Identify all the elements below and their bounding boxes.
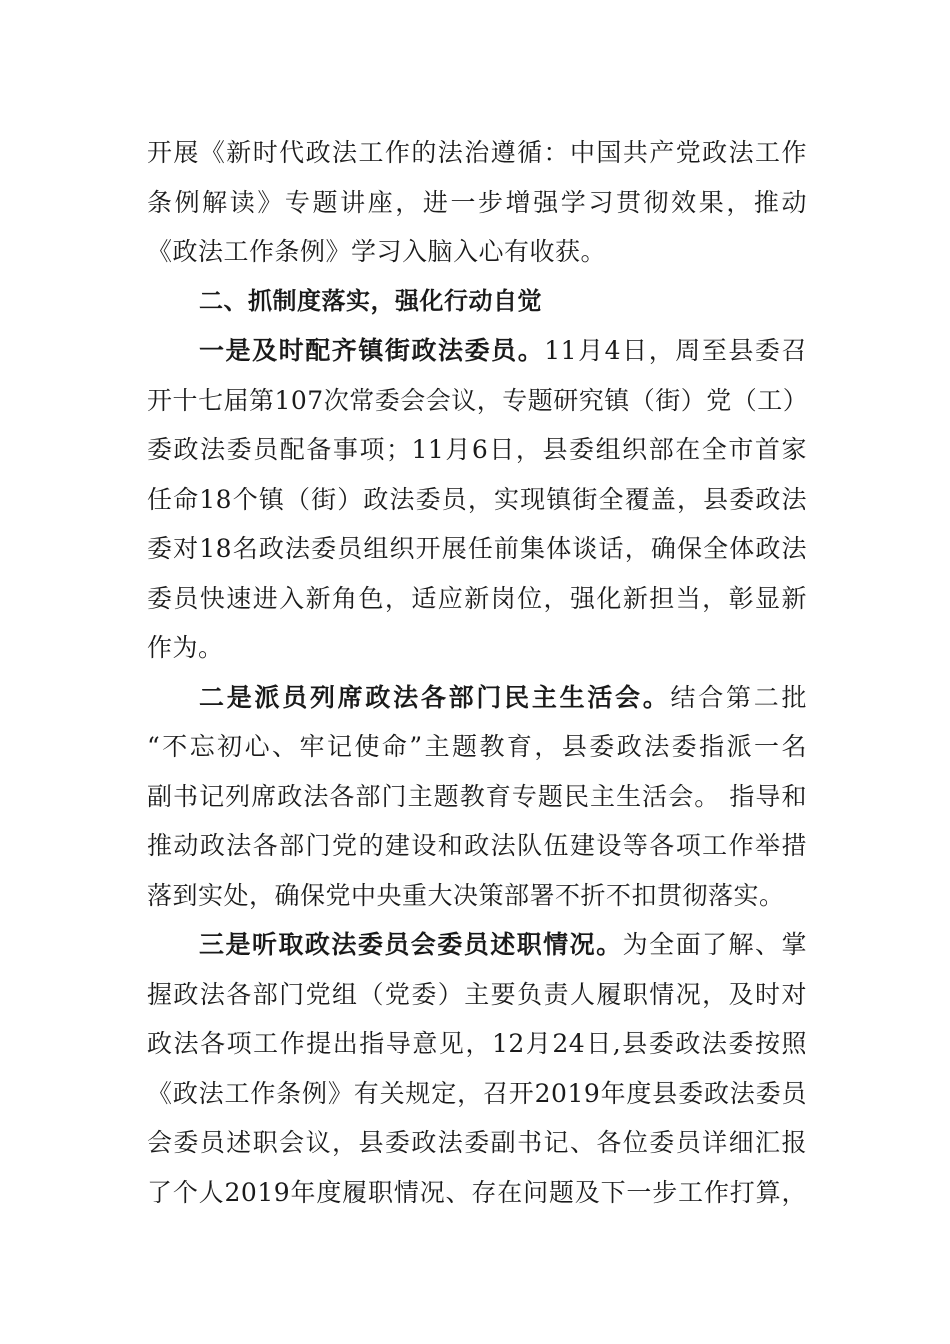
text-line: 政法各项工作提出指导意见，12月24日,县委政法委按照	[147, 1029, 807, 1058]
paragraph-text: 为全面了解、掌	[622, 930, 807, 959]
paragraph-lead: 一是及时配齐镇街政法委员。	[199, 336, 545, 365]
text-line: 推动政法各部门党的建设和政法队伍建设等各项工作举措	[147, 831, 807, 860]
paragraph-text: 结合第二批	[670, 682, 807, 712]
paragraph-lead: 二是派员列席政法各部门民主生活会。	[199, 682, 671, 712]
text-line: 委政法委员配备事项；11月6日，县委组织部在全市首家	[147, 435, 807, 464]
text-line: 开十七届第107次常委会会议，专题研究镇（街）党（工）	[147, 385, 809, 415]
text-line: 握政法各部门党组（党委）主要负责人履职情况，及时对	[147, 979, 807, 1009]
text-line: 《政法工作条例》学习入脑入心有收获。	[147, 237, 607, 266]
text-line: 委员快速进入新角色，适应新岗位，强化新担当，彰显新	[147, 583, 807, 613]
paragraph-first-line	[147, 326, 807, 376]
text-line: 条例解读》专题讲座，进一步增强学习贯彻效果，推动	[147, 187, 807, 217]
paragraph-first-line	[147, 920, 807, 970]
text-line: 落到实处，确保党中央重大决策部署不折不扣贯彻落实。	[147, 880, 785, 910]
text-line: “不忘初心、牢记使命”主题教育，县委政法委指派一名	[147, 732, 807, 761]
text-line: 开展《新时代政法工作的法治遵循：中国共产党政法工作	[147, 138, 807, 167]
text-line: 任命18个镇（街）政法委员，实现镇街全覆盖，县委政法	[147, 484, 807, 514]
paragraph-first-line	[147, 673, 807, 723]
document-body	[147, 128, 807, 1217]
text-line: 会委员述职会议，县委政法委副书记、各位委员详细汇报	[147, 1128, 807, 1157]
text-line: 《政法工作条例》有关规定，召开2019年度县委政法委员	[147, 1078, 807, 1108]
paragraph-lead: 三是听取政法委员会委员述职情况。	[199, 930, 623, 959]
paragraph-text: 11月4日，周至县委召	[544, 336, 807, 365]
section-heading: 二、抓制度落实，强化行动自觉	[199, 286, 542, 315]
text-line: 了个人2019年度履职情况、存在问题及下一步工作打算，	[147, 1177, 807, 1207]
text-line: 副书记列席政法各部门主题教育专题民主生活会。 指导和	[147, 781, 807, 811]
text-line: 作为。	[147, 633, 224, 662]
text-line: 委对18名政法委员组织开展任前集体谈话，确保全体政法	[147, 534, 807, 563]
